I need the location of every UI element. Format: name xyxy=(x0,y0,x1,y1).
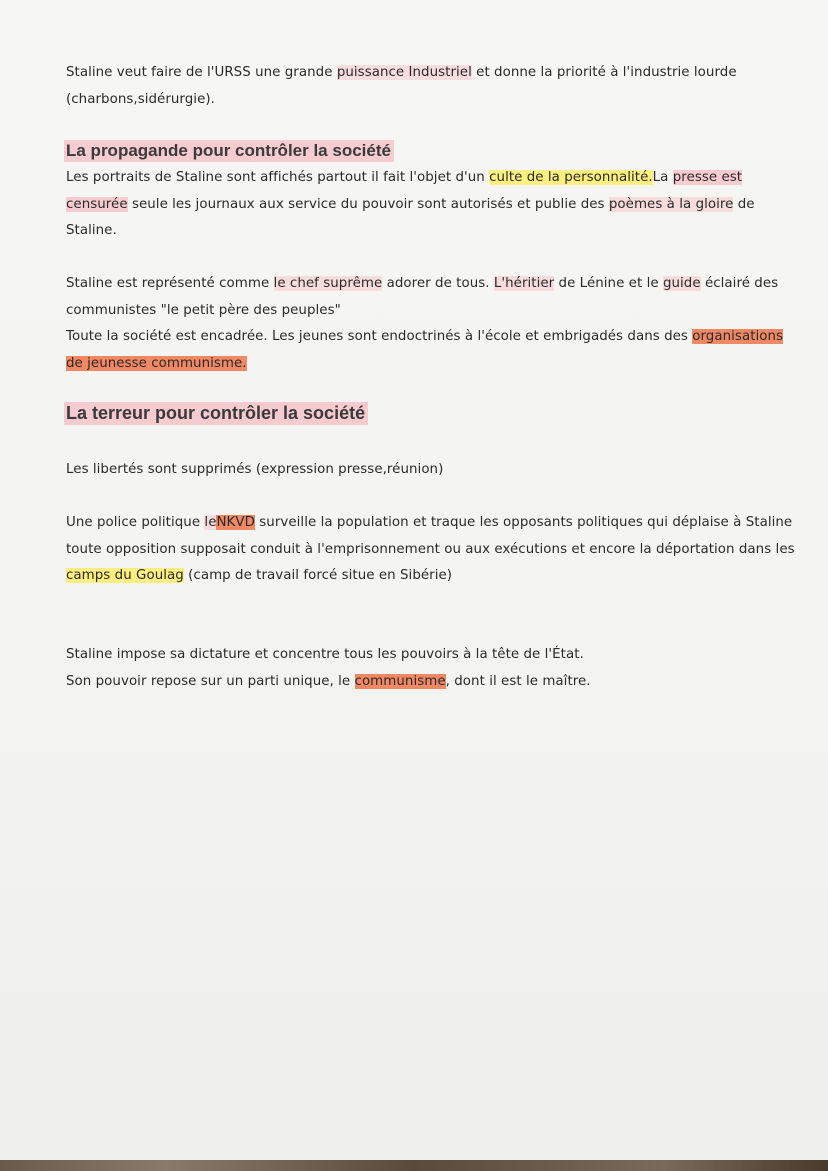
text: Les libertés sont supprimés (expression presse,réunion) xyxy=(66,462,444,477)
paragraph-industry xyxy=(66,60,801,113)
text: adorer de tous. xyxy=(382,276,494,291)
paragraph-police xyxy=(66,510,801,590)
text: seule les journaux aux service du pouvoir sont autorisés et publie des xyxy=(127,196,609,212)
paragraph-dictature xyxy=(66,642,801,695)
text: , dont il est le maître. xyxy=(445,673,591,689)
text: La xyxy=(652,170,673,185)
text: Staline est représenté comme xyxy=(66,276,274,291)
text: (camp de travail forcé situe en Sibérie) xyxy=(183,568,453,583)
text: Staline veut faire de l'URSS une grande xyxy=(66,65,337,80)
highlight-heritier: L'héritier xyxy=(493,276,555,291)
heading-text: La propagande pour contrôler la société xyxy=(64,140,394,162)
highlight-puissance-industriel: puissance Industriel xyxy=(336,65,472,80)
highlight-goulag: camps du Goulag xyxy=(66,568,184,583)
text: Staline impose sa dictature et concentre tous les pouvoirs à la tête de l'État. xyxy=(66,647,584,662)
text: éclairé des communistes "le petit père des peuples" xyxy=(66,276,779,318)
highlight-communisme: communisme xyxy=(354,673,446,689)
heading-text: La terreur pour contrôler la société xyxy=(64,402,368,425)
highlight-le: le xyxy=(204,515,217,530)
text: Les portraits de Staline sont affichés partout il fait l'objet d'un xyxy=(66,170,490,185)
highlight-chef-supreme: le chef suprême xyxy=(273,276,383,291)
text: et donne la priorité à l'industrie lourde (charbons,sidérurgie). xyxy=(66,65,737,107)
text: Toute la société est encadrée. Les jeunes sont endoctrinés à l'école et embrigadés dans des xyxy=(66,329,693,344)
section-heading-propagande xyxy=(64,141,394,161)
scan-bottom-edge xyxy=(0,1160,828,1171)
highlight-nkvd: NKVD xyxy=(216,515,255,530)
text: Une police politique xyxy=(66,515,205,530)
paragraph-chef-supreme xyxy=(66,271,801,377)
highlight-poemes: poèmes à la gloire xyxy=(608,196,734,212)
text: surveille la population et traque les opposants politiques qui déplaise à Staline toute opposition supposait conduit à l'emprisonnement ou aux exécutions et encore la déportation dans les xyxy=(66,515,795,557)
text: de Staline. xyxy=(66,196,755,238)
highlight-organisations: organisations de jeunesse communisme. xyxy=(66,329,784,371)
text: de Lénine et le xyxy=(554,276,663,291)
paragraph-propagande xyxy=(66,165,801,245)
paragraph-libertes xyxy=(66,457,801,484)
text: Son pouvoir repose sur un parti unique, le xyxy=(66,673,355,689)
highlight-culte: culte de la personnalité. xyxy=(489,170,653,185)
highlight-guide: guide xyxy=(662,276,701,291)
section-heading-terreur xyxy=(64,403,368,424)
highlight-presse: presse est censurée xyxy=(66,170,743,212)
